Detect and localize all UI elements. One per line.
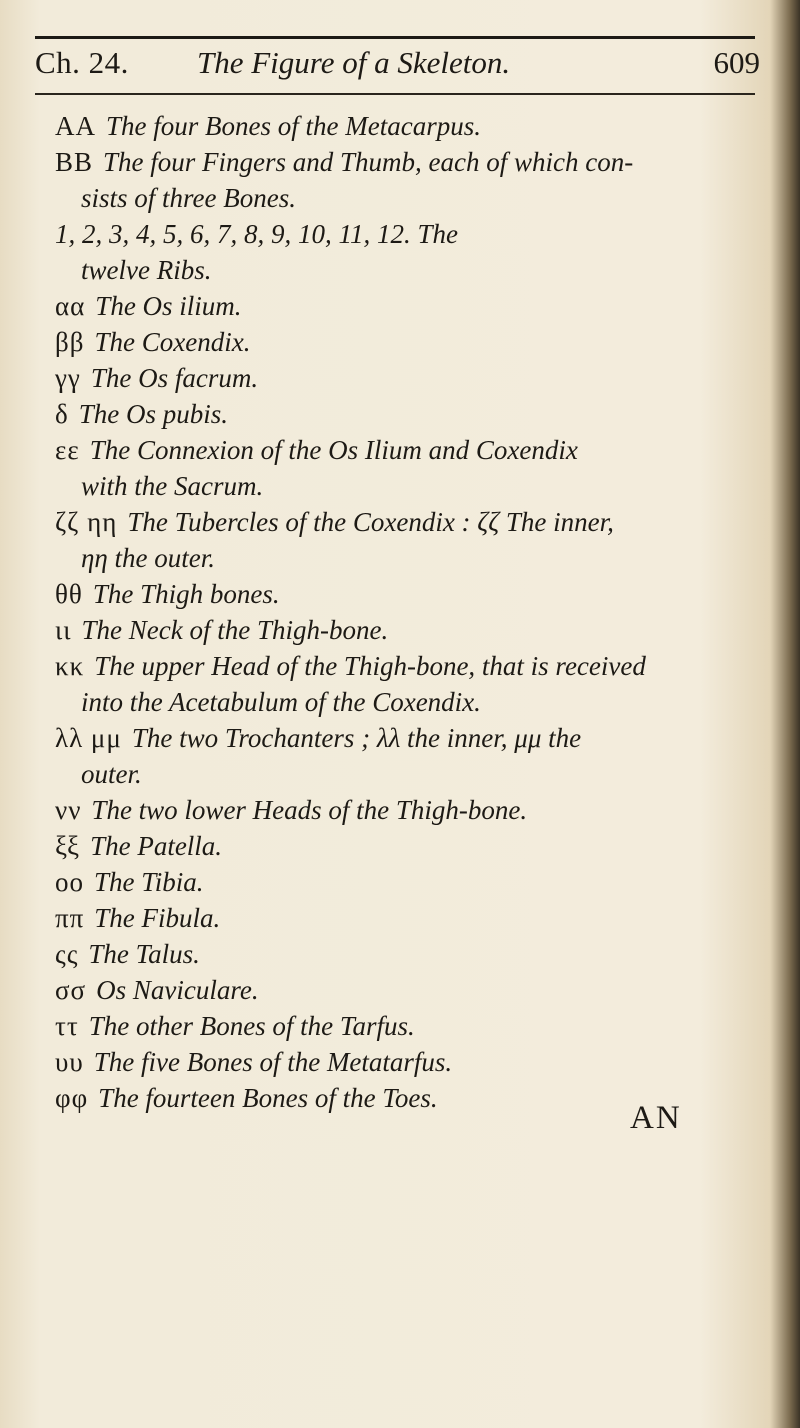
entry-text: The fourteen Bones of the Toes. <box>98 1083 438 1113</box>
header-underline <box>35 93 755 95</box>
legend-entry <box>55 504 755 576</box>
entry-text: The Os facrum. <box>90 363 259 393</box>
entry-mark: κκ <box>55 651 85 681</box>
running-header <box>35 45 760 97</box>
entry-mark: BB <box>55 147 94 177</box>
entry-continuation: with the Sacrum. <box>81 471 264 501</box>
legend-entry <box>55 396 755 432</box>
legend-list <box>55 108 755 1116</box>
entry-text: The five Bones of the Metatarfus. <box>93 1047 453 1077</box>
entry-mark: ββ <box>55 327 85 357</box>
legend-entry <box>55 360 755 396</box>
entry-text: 1, 2, 3, 4, 5, 6, 7, 8, 9, 10, 11, 12. The <box>55 219 458 249</box>
legend-entry <box>55 144 755 216</box>
entry-text: The Tubercles of the Coxendix : ζζ The inner, <box>127 507 614 537</box>
entry-text: The Thigh bones. <box>92 579 280 609</box>
page-number: 609 <box>713 45 760 80</box>
entry-text: The Os pubis. <box>78 399 228 429</box>
entry-mark: σσ <box>55 975 87 1005</box>
entry-text: The Talus. <box>88 939 200 969</box>
legend-entry <box>55 936 755 972</box>
legend-entry <box>55 1008 755 1044</box>
legend-entry <box>55 828 755 864</box>
entry-text: The Connexion of the Os Ilium and Coxendix <box>89 435 578 465</box>
entry-text: The four Bones of the Metacarpus. <box>106 111 481 141</box>
catchword: AN <box>630 1100 682 1136</box>
entry-text: The Os ilium. <box>95 291 242 321</box>
entry-text: The four Fingers and Thumb, each of which con- <box>103 147 634 177</box>
entry-mark: ττ <box>55 1011 79 1041</box>
entry-continuation: twelve Ribs. <box>81 255 212 285</box>
entry-mark: AA <box>55 111 96 141</box>
entry-mark: υυ <box>55 1047 84 1077</box>
entry-mark: αα <box>55 291 86 321</box>
entry-text: The Patella. <box>90 831 223 861</box>
legend-entry <box>55 612 755 648</box>
entry-mark: νν <box>55 795 82 825</box>
entry-continuation: outer. <box>81 759 142 789</box>
entry-continuation: sists of three Bones. <box>81 183 296 213</box>
legend-entry <box>55 108 755 144</box>
legend-entry <box>55 900 755 936</box>
legend-entry <box>55 576 755 612</box>
entry-mark: δ <box>55 399 69 429</box>
entry-mark: γγ <box>55 363 81 393</box>
legend-entry <box>55 720 755 792</box>
legend-entry <box>55 792 755 828</box>
entry-mark: οο <box>55 867 84 897</box>
legend-entry <box>55 288 755 324</box>
legend-entry <box>55 648 755 720</box>
legend-entry <box>55 972 755 1008</box>
entry-text: The two lower Heads of the Thigh-bone. <box>91 795 528 825</box>
running-title: The Figure of a Skeleton. <box>197 45 511 80</box>
entry-mark: ιι <box>55 615 72 645</box>
legend-entry <box>55 864 755 900</box>
entry-text: Os Naviculare. <box>96 975 259 1005</box>
entry-mark: λλ μμ <box>55 723 122 753</box>
chapter-label: Ch. 24. <box>35 45 129 80</box>
legend-entry <box>55 324 755 360</box>
entry-text: The two Trochanters ; λλ the inner, μμ the <box>131 723 582 753</box>
entry-mark: εε <box>55 435 80 465</box>
entry-mark: θθ <box>55 579 83 609</box>
entry-text: The Fibula. <box>94 903 221 933</box>
entry-mark: φφ <box>55 1083 89 1113</box>
entry-mark: ςς <box>55 939 79 969</box>
legend-entry <box>55 1044 755 1080</box>
entry-text: The other Bones of the Tarfus. <box>88 1011 415 1041</box>
entry-continuation: ηη the outer. <box>81 543 216 573</box>
legend-entry <box>55 432 755 504</box>
entry-text: The upper Head of the Thigh-bone, that is received <box>94 651 646 681</box>
entry-mark: ζζ ηη <box>55 507 118 537</box>
legend-entry <box>55 216 755 288</box>
entry-mark: ππ <box>55 903 85 933</box>
header-top-rule <box>35 36 755 39</box>
entry-continuation: into the Acetabulum of the Coxendix. <box>81 687 481 717</box>
entry-text: The Neck of the Thigh-bone. <box>81 615 389 645</box>
entry-text: The Coxendix. <box>94 327 251 357</box>
entry-text: The Tibia. <box>94 867 204 897</box>
entry-mark: ξξ <box>55 831 81 861</box>
